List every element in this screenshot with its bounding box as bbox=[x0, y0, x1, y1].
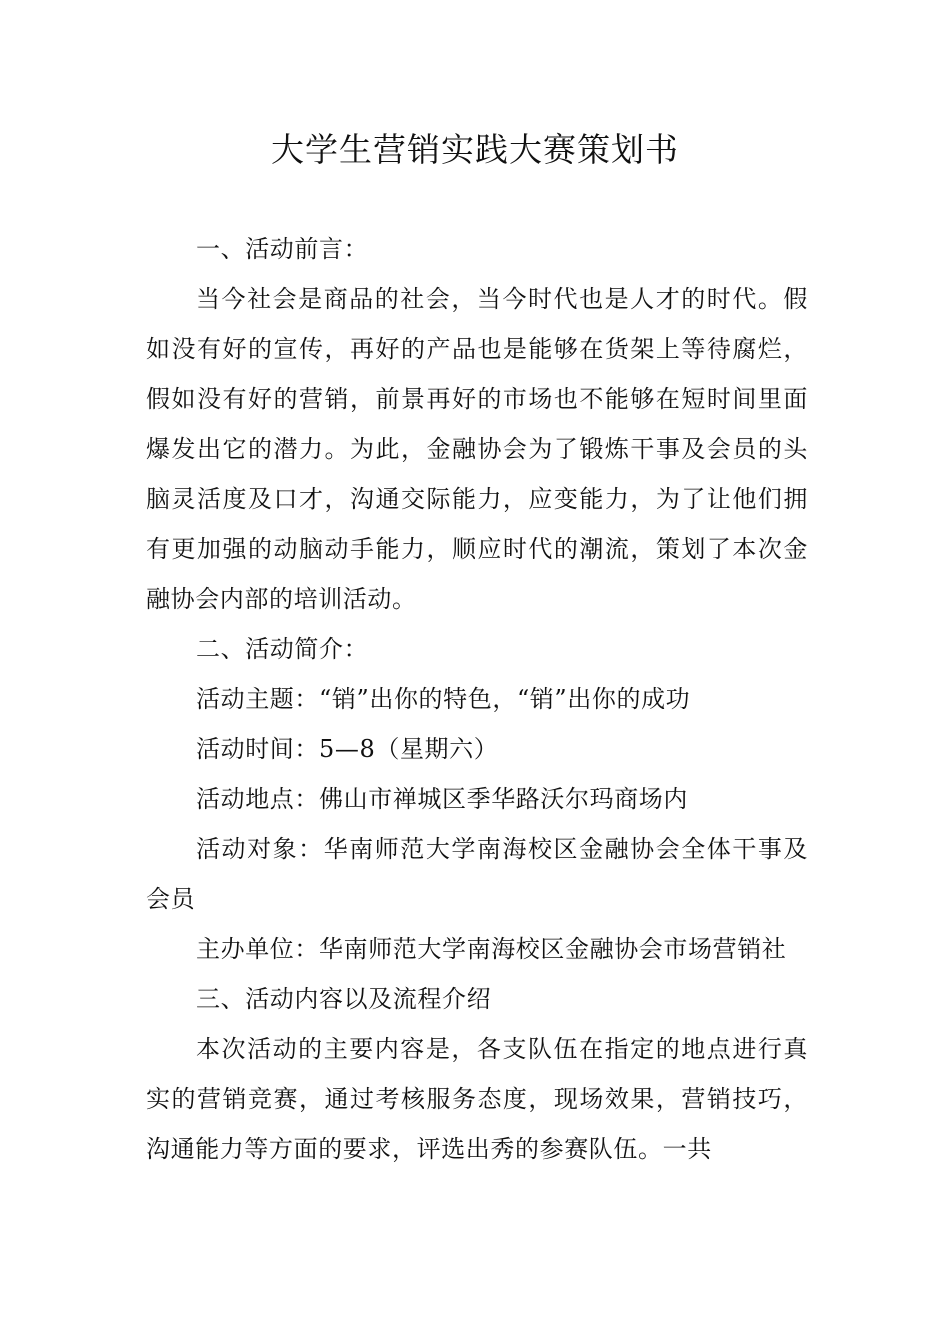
preface-paragraph: 当今社会是商品的社会，当今时代也是人才的时代。假如没有好的宣传，再好的产品也是能够在货架上等待腐烂，假如没有好的营销，前景再好的市场也不能够在短时间里面爆发出它的潜力。为此，金融协会为了锻炼干事及会员的头脑灵活度及口才，沟通交际能力，应变能力，为了让他们拥有更加强的动脑动手能力，顺应时代的潮流，策划了本次金融协会内部的培训活动。 bbox=[146, 285, 808, 613]
activity-theme: 活动主题：“销”出你的特色，“销”出你的成功 bbox=[196, 685, 691, 713]
activity-participants: 活动对象：华南师范大学南海校区金融协会全体干事及会员 bbox=[146, 835, 808, 913]
content-paragraph: 本次活动的主要内容是，各支队伍在指定的地点进行真实的营销竞赛，通过考核服务态度，现场效果，营销技巧，沟通能力等方面的要求，评选出秀的参赛队伍。一共 bbox=[146, 1035, 808, 1163]
section-heading-preface: 一、活动前言： bbox=[196, 235, 369, 263]
document-title: 大学生营销实践大赛策划书 bbox=[271, 130, 679, 169]
activity-time: 活动时间：5—8（星期六） bbox=[196, 735, 499, 763]
document-body bbox=[146, 224, 808, 1174]
section-heading-content: 三、活动内容以及流程介绍 bbox=[196, 985, 492, 1013]
section-heading-introduction: 二、活动简介： bbox=[196, 635, 369, 663]
activity-organizer: 主办单位：华南师范大学南海校区金融协会市场营销社 bbox=[196, 935, 787, 963]
activity-location: 活动地点：佛山市禅城区季华路沃尔玛商场内 bbox=[196, 785, 688, 813]
